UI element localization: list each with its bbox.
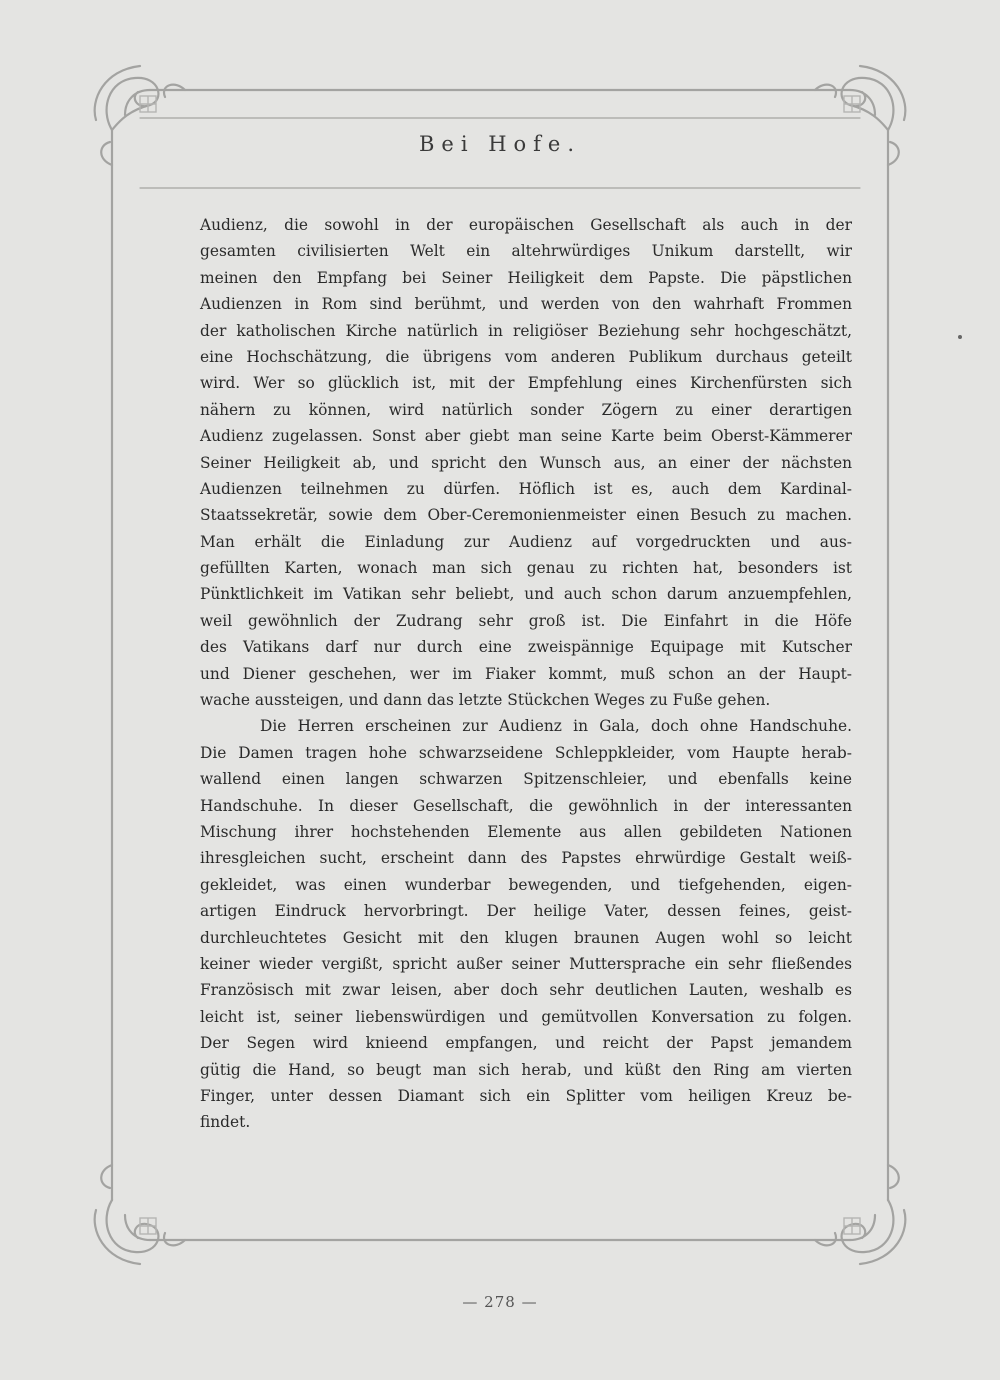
- text-line: Man erhält die Einladung zur Audienz auf vorgedruckten und aus-: [200, 532, 852, 551]
- text-line: Staatssekretär, sowie dem Ober-Ceremonienmeister einen Besuch zu machen.: [200, 506, 852, 525]
- page-number: — 278 —: [462, 1293, 538, 1311]
- text-line: Mischung ihrer hochstehenden Elemente aus allen gebildeten Nationen: [200, 822, 852, 841]
- text-line: gekleidet, was einen wunderbar bewegenden, und tiefgehenden, eigen-: [200, 875, 852, 894]
- stray-ink-mark: [958, 335, 962, 339]
- text-line: Audienzen teilnehmen zu dürfen. Höflich ist es, auch dem Kardinal-: [200, 479, 852, 498]
- corner-scroll-top-right: [842, 66, 906, 130]
- text-line: Französisch mit zwar leisen, aber doch sehr deutlichen Lauten, weshalb es: [200, 981, 852, 1000]
- text-line: nähern zu können, wird natürlich sonder Zögern zu einer derartigen: [200, 400, 852, 419]
- text-line: Der Segen wird knieend empfangen, und reicht der Papst jemandem: [200, 1034, 852, 1053]
- text-line: Audienzen in Rom sind berühmt, und werden von den wahrhaft Frommen: [200, 295, 852, 314]
- text-line: Die Damen tragen hohe schwarzseidene Schleppkleider, vom Haupte herab-: [200, 743, 852, 762]
- text-line: durchleuchtetes Gesicht mit den klugen braunen Augen wohl so leicht: [200, 928, 852, 947]
- body-text: [200, 212, 852, 1136]
- corner-scroll-bottom-left: [95, 1200, 159, 1264]
- corner-scroll-top-left: [95, 66, 159, 130]
- text-line: Pünktlichkeit im Vatikan sehr beliebt, und auch schon darum anzuempfehlen,: [200, 585, 852, 604]
- text-line: Audienz, die sowohl in der europäischen Gesellschaft als auch in der: [200, 216, 852, 234]
- text-line: gesamten civilisierten Welt ein altehrwürdiges Unikum darstellt, wir: [200, 242, 852, 261]
- text-line: Handschuhe. In dieser Gesellschaft, die gewöhnlich in der interessanten: [200, 796, 852, 815]
- text-line: gütig die Hand, so beugt man sich herab, und küßt den Ring am vierten: [200, 1060, 852, 1079]
- text-line: der katholischen Kirche natürlich in religiöser Beziehung sehr hochgeschätzt,: [200, 321, 852, 340]
- text-line: eine Hochschätzung, die übrigens vom anderen Publikum durchaus geteilt: [200, 347, 852, 366]
- text-line: Finger, unter dessen Diamant sich ein Splitter vom heiligen Kreuz be-: [200, 1086, 852, 1105]
- text-line: gefüllten Karten, wonach man sich genau zu richten hat, besonders ist: [200, 559, 852, 578]
- text-line: findet.: [200, 1113, 251, 1132]
- text-line: keiner wieder vergißt, spricht außer seiner Muttersprache ein sehr fließendes: [200, 954, 852, 973]
- text-line: leicht ist, seiner liebenswürdigen und gemütvollen Konversation zu folgen.: [200, 1007, 852, 1026]
- text-line: weil gewöhnlich der Zudrang sehr groß ist. Die Einfahrt in die Höfe: [200, 611, 852, 630]
- text-line: des Vatikans darf nur durch eine zweispännige Equipage mit Kutscher: [200, 638, 852, 657]
- text-line: Die Herren erscheinen zur Audienz in Gala, doch ohne Handschuhe.: [260, 717, 852, 736]
- text-line: Audienz zugelassen. Sonst aber giebt man seine Karte beim Oberst-Kämmerer: [200, 427, 852, 446]
- text-line: und Diener geschehen, wer im Fiaker kommt, muß schon an der Haupt-: [200, 664, 852, 683]
- text-line: wache aussteigen, und dann das letzte Stückchen Weges zu Fuße gehen.: [200, 691, 771, 710]
- running-header-title: Bei Hofe.: [418, 132, 582, 156]
- text-line: meinen den Empfang bei Seiner Heiligkeit dem Papste. Die päpstlichen: [200, 268, 852, 287]
- text-line: ihresgleichen sucht, erscheint dann des Papstes ehrwürdige Gestalt weiß-: [200, 849, 852, 868]
- text-line: wird. Wer so glücklich ist, mit der Empfehlung eines Kirchenfürsten sich: [200, 374, 852, 393]
- text-line: Seiner Heiligkeit ab, und spricht den Wunsch aus, an einer der nächsten: [200, 453, 852, 472]
- text-line: artigen Eindruck hervorbringt. Der heilige Vater, dessen feines, geist-: [200, 902, 852, 921]
- text-line: wallend einen langen schwarzen Spitzenschleier, und ebenfalls keine: [200, 770, 852, 789]
- corner-scroll-bottom-right: [842, 1200, 906, 1264]
